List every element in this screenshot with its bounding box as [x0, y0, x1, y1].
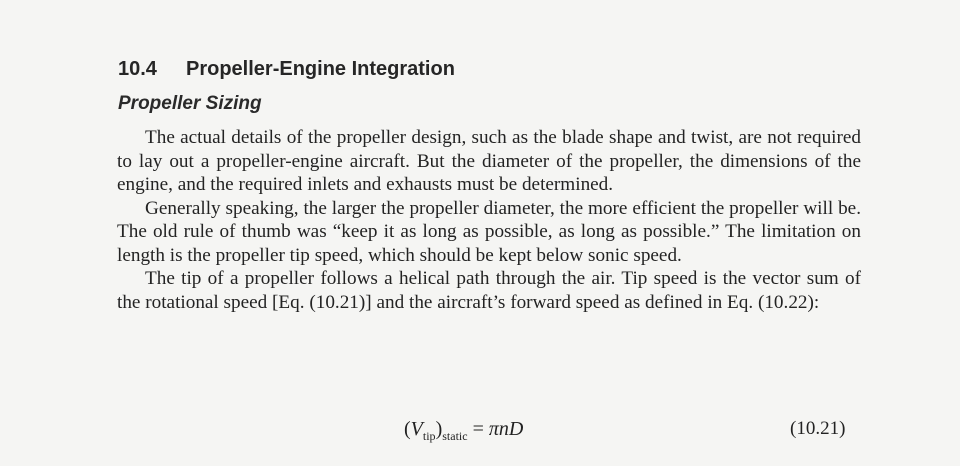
paragraph: The actual details of the propeller design, such as the blade shape and twist, are not required to lay out a propeller-engine aircraft. But the diameter of the propeller, the dimensions of the engine, and the required inlets and exhausts must be determined. [117, 127, 861, 195]
section-number: 10.4 [118, 58, 157, 80]
equation-formula: $(V_{tip})_{static} = \pi nD$ [404, 418, 524, 443]
section-title: Propeller-Engine Integration [186, 58, 455, 80]
body-text [117, 126, 861, 314]
subsection-heading: Propeller Sizing [118, 93, 262, 114]
equation-10-21 [0, 416, 960, 446]
paragraph: The tip of a propeller follows a helical path through the air. Tip speed is the vector sum of the rotational speed [Eq. (10.21)] and the aircraft’s forward speed as defined in Eq. (10.22): [117, 268, 861, 313]
section-heading [118, 58, 455, 81]
equation-number: (10.21) [790, 418, 846, 439]
paragraph: Generally speaking, the larger the propeller diameter, the more efficient the propeller will be. The old rule of thumb was “keep it as long as possible, as long as possible.” The limitation on length is the propeller tip speed, which should be kept below sonic speed. [117, 197, 861, 266]
